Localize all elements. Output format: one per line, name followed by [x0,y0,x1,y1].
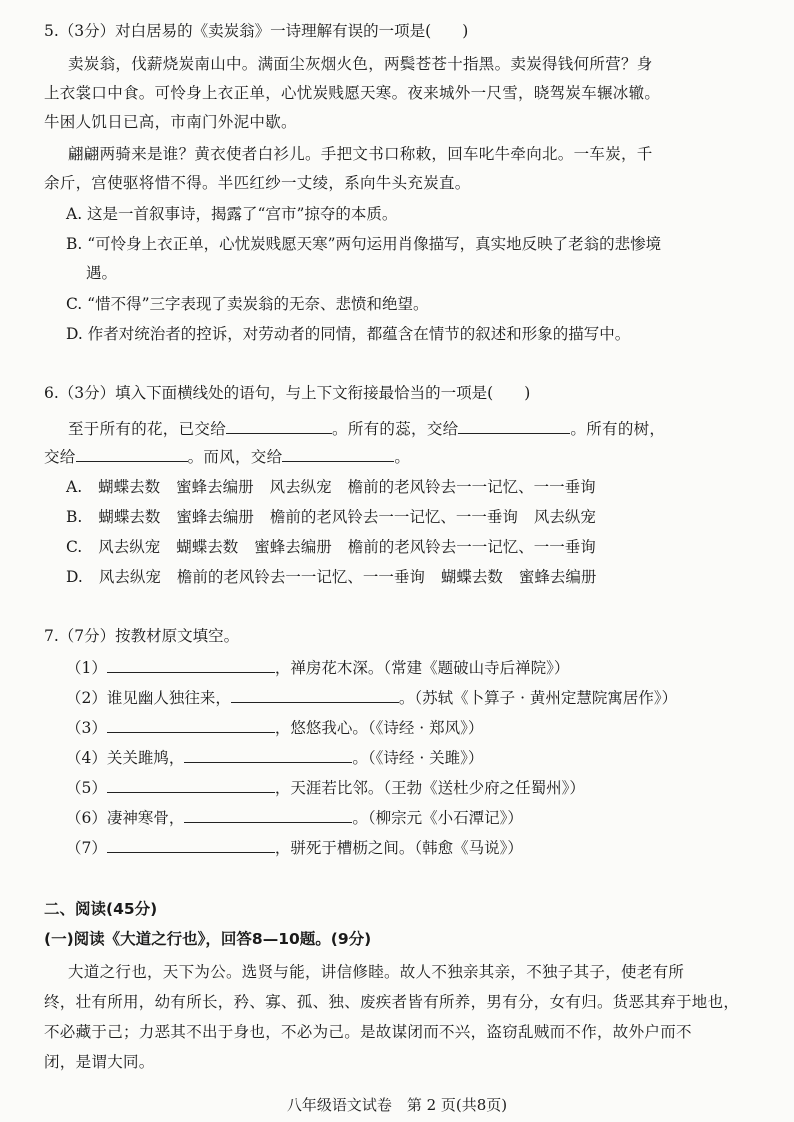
q7-item-number: （5） [66,779,107,797]
q5-stem: 5.（3分）对白居易的《卖炭翁》一诗理解有误的一项是( ) [44,22,469,40]
q7-item-1 [66,656,569,679]
q6-blank-2[interactable] [458,417,570,434]
q6-option-d-part: 风去纵宠 [98,568,161,586]
q6-stem: 6.（3分）填入下面横线处的语句，与上下文衔接最恰当的一项是( ) [44,384,531,402]
q7-item-text: 。（苏轼《卜算子 · 黄州定慧院寓居作》） [398,689,678,707]
q6-option-c-label: C. [66,538,83,556]
q5-option-a: A. 这是一首叙事诗，揭露了“宫市”掠夺的本质。 [66,205,398,223]
q7-blank-6[interactable] [184,806,352,823]
q7-item-number: （4） [66,749,107,767]
q7-stem: 7.（7分）按教材原文填空。 [44,627,240,645]
reading-text-line-1: 大道之行也，天下为公。选贤与能，讲信修睦。故人不独亲其亲，不独子其子，使老有所 [68,963,685,981]
q6-option-c-part: 风去纵宠 [98,538,161,556]
q7-item-3 [66,716,483,739]
q6-option-b-part: 蝴蝶去数 [98,508,161,526]
q7-blank-2[interactable] [231,686,399,703]
q5-poem-line-1: 卖炭翁，伐薪烧炭南山中。满面尘灰烟火色，两鬓苍苍十指黑。卖炭得钱何所营？身 [68,55,653,73]
q7-item-2 [66,686,677,709]
q7-item-number: （1） [66,659,107,677]
q6-blank-1[interactable] [226,417,332,434]
q7-blank-3[interactable] [107,716,275,733]
q7-item-text: 。（《诗经 · 关雎》） [352,749,484,767]
q6-text-2b: 。而风，交给 [187,448,283,466]
q7-item-number: （3） [66,719,107,737]
q6-option-d-part: 蜜蜂去编册 [518,568,597,586]
q6-option-c-part: 檐前的老风铃去一一记忆、一一垂询 [347,538,596,556]
q7-item-text: 。（柳宗元《小石潭记》） [352,809,523,827]
q5-option-b: B. “可怜身上衣正单，心忧炭贱愿天寒”两句运用肖像描写，真实地反映了老翁的悲惨境 [66,235,662,253]
q6-option-a-part: 蝴蝶去数 [98,478,161,496]
q6-option-a-part: 蜜蜂去编册 [176,478,254,496]
q7-blank-4[interactable] [184,746,352,763]
q6-option-a [66,476,612,498]
q7-item-6 [66,806,523,829]
q6-option-c-part: 蝴蝶去数 [176,538,239,556]
q6-text-2c: 。 [394,448,411,466]
q7-blank-5[interactable] [107,776,275,793]
q6-option-b-part: 蜜蜂去编册 [176,508,254,526]
q6-option-d-part: 蝴蝶去数 [440,568,503,586]
q6-option-b-label: B. [66,508,83,526]
q5-option-c: C. “惜不得”三字表现了卖炭翁的无奈、悲愤和绝望。 [66,295,429,313]
q6-option-c-part: 蜜蜂去编册 [254,538,332,556]
reading-text-line-4: 闭，是谓大同。 [44,1053,155,1071]
q7-item-prefix: 凄神寒骨， [106,809,185,827]
q5-option-b-cont: 遇。 [86,264,118,282]
q5-poem-line-5: 余斤，宫使驱将惜不得。半匹红纱一丈绫，系向牛头充炭直。 [44,174,471,192]
q7-item-number: （2） [66,689,107,707]
section-2-title: 二、阅读(45分) [44,900,158,918]
q7-item-text: ，骈死于槽枥之间。（韩愈《马说》） [274,839,523,857]
page-footer: 八年级语文试卷 第 2 页(共8页) [286,1096,508,1114]
q6-blank-4[interactable] [282,445,394,462]
q6-option-c [66,536,612,558]
q7-item-number: （7） [66,839,107,857]
q6-option-d-part: 檐前的老风铃去一一记忆、一一垂询 [176,568,425,586]
q7-item-7 [66,836,523,859]
q7-item-number: （6） [66,809,107,827]
q7-blank-1[interactable] [107,656,275,673]
q6-blank-3[interactable] [76,445,188,462]
reading-text-line-2: 终，壮有所用，幼有所长，矜、寡、孤、独、废疾者皆有所养，男有分，女有归。货恶其弃于地也， [44,993,740,1011]
q7-item-5 [66,776,585,799]
q5-option-d: D. 作者对统治者的控诉，对劳动者的同情，都蕴含在情节的叙述和形象的描写中。 [66,325,631,343]
q6-option-b-part: 檐前的老风铃去一一记忆、一一垂询 [269,508,518,526]
q6-text-2a: 交给 [44,448,76,466]
q7-item-4 [66,746,483,769]
q6-text-1c: 。所有的树， [570,420,666,438]
reading-text-line-3: 不必藏于己；力恶其不出于身也，不必为己。是故谋闭而不兴，盗窃乱贼而不作，故外户而不 [44,1023,692,1041]
q7-item-prefix: 谁见幽人独往来， [106,689,231,707]
q7-blank-7[interactable] [107,836,275,853]
q6-text-1b: 。所有的蕊，交给 [332,420,459,438]
q7-item-text: ，禅房花木深。（常建《题破山寺后禅院》） [274,659,570,677]
q6-text-line-1 [68,417,665,440]
q7-item-text: ，天涯若比邻。（王勃《送杜少府之任蜀州》） [274,779,585,797]
q5-poem-line-3: 牛困人饥日已高，市南门外泥中歇。 [44,113,297,131]
q6-option-a-part: 檐前的老风铃去一一记忆、一一垂询 [347,478,596,496]
q5-poem-line-2: 上衣裳口中食。可怜身上衣正单，心忧炭贱愿天寒。夜来城外一尺雪，晓驾炭车辗冰辙。 [44,84,661,102]
q5-poem-line-4: 翩翩两骑来是谁？黄衣使者白衫儿。手把文书口称敕，回车叱牛牵向北。一车炭，千 [68,145,653,163]
q6-text-1a: 至于所有的花，已交给 [68,420,227,438]
q6-option-d-label: D. [66,568,83,586]
q6-option-d [66,566,612,588]
section-2-subtitle: (一)阅读《大道之行也》，回答8—10题。(9分) [44,930,372,948]
q6-option-b-part: 风去纵宠 [533,508,596,526]
q7-item-prefix: 关关雎鸠， [106,749,185,767]
q6-text-line-2 [44,445,410,468]
q6-option-a-part: 风去纵宠 [269,478,332,496]
q6-option-a-label: A. [66,478,83,496]
q6-option-b [66,506,612,528]
q7-item-text: ，悠悠我心。（《诗经 · 郑风》） [274,719,484,737]
